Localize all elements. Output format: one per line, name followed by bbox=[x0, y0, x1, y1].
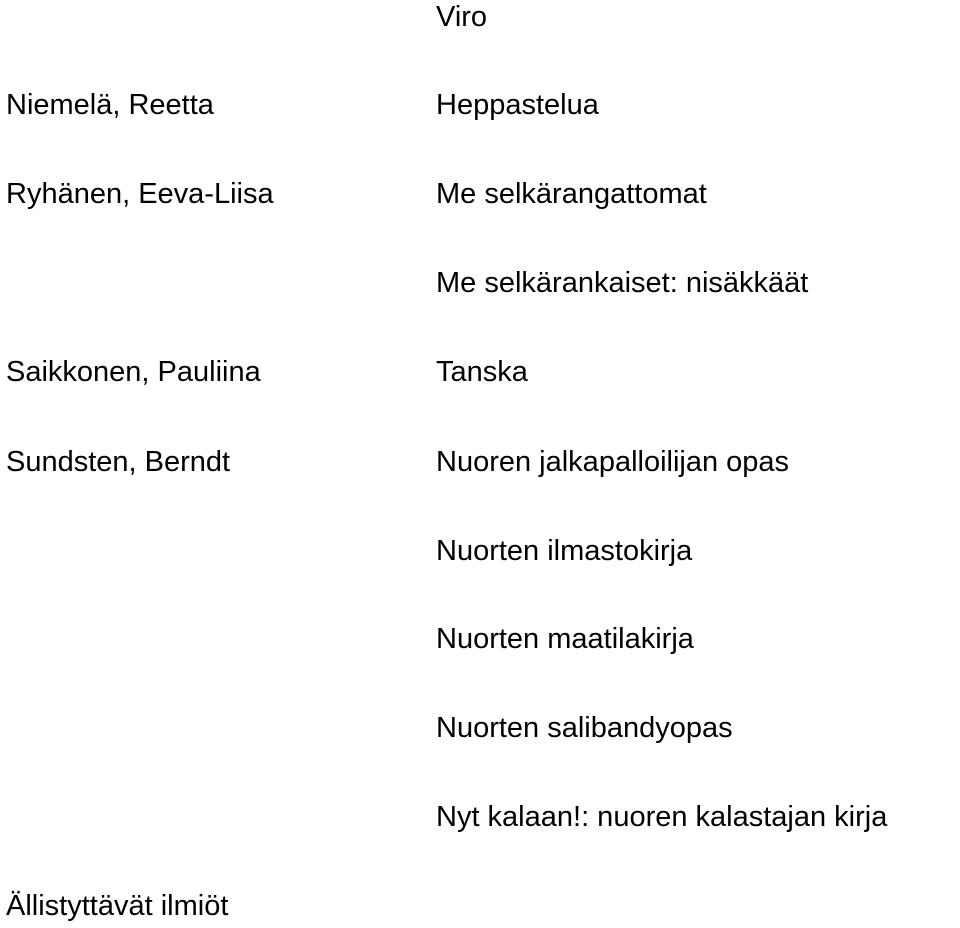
list-item bbox=[0, 708, 960, 748]
book-title: Nyt kalaan!: nuoren kalastajan kirja bbox=[436, 801, 888, 833]
list-item bbox=[0, 531, 960, 571]
list-item bbox=[0, 352, 960, 392]
author-name: Sundsten, Berndt bbox=[6, 446, 231, 478]
book-title: Nuorten salibandyopas bbox=[436, 712, 733, 744]
author-name: Saikkonen, Pauliina bbox=[6, 356, 261, 388]
author-name: Niemelä, Reetta bbox=[6, 89, 214, 121]
book-title: Me selkärankaiset: nisäkkäät bbox=[436, 267, 809, 299]
book-title: Nuorten maatilakirja bbox=[436, 623, 694, 655]
book-title: Me selkärangattomat bbox=[436, 178, 707, 210]
book-title: Heppastelua bbox=[436, 89, 599, 121]
list-item bbox=[0, 619, 960, 659]
list-item bbox=[0, 886, 960, 926]
book-title: Viro bbox=[436, 1, 488, 33]
author-name: Ryhänen, Eeva-Liisa bbox=[6, 178, 274, 210]
book-title: Nuoren jalkapalloilijan opas bbox=[436, 446, 790, 478]
list-item bbox=[0, 442, 960, 482]
author-name: Ällistyttävät ilmiöt bbox=[6, 890, 229, 922]
list-item bbox=[0, 174, 960, 214]
list-item bbox=[0, 263, 960, 303]
list-item bbox=[0, 797, 960, 837]
book-title: Tanska bbox=[436, 356, 528, 388]
list-item bbox=[0, 0, 960, 37]
book-title: Nuorten ilmastokirja bbox=[436, 535, 693, 567]
list-item bbox=[0, 85, 960, 125]
